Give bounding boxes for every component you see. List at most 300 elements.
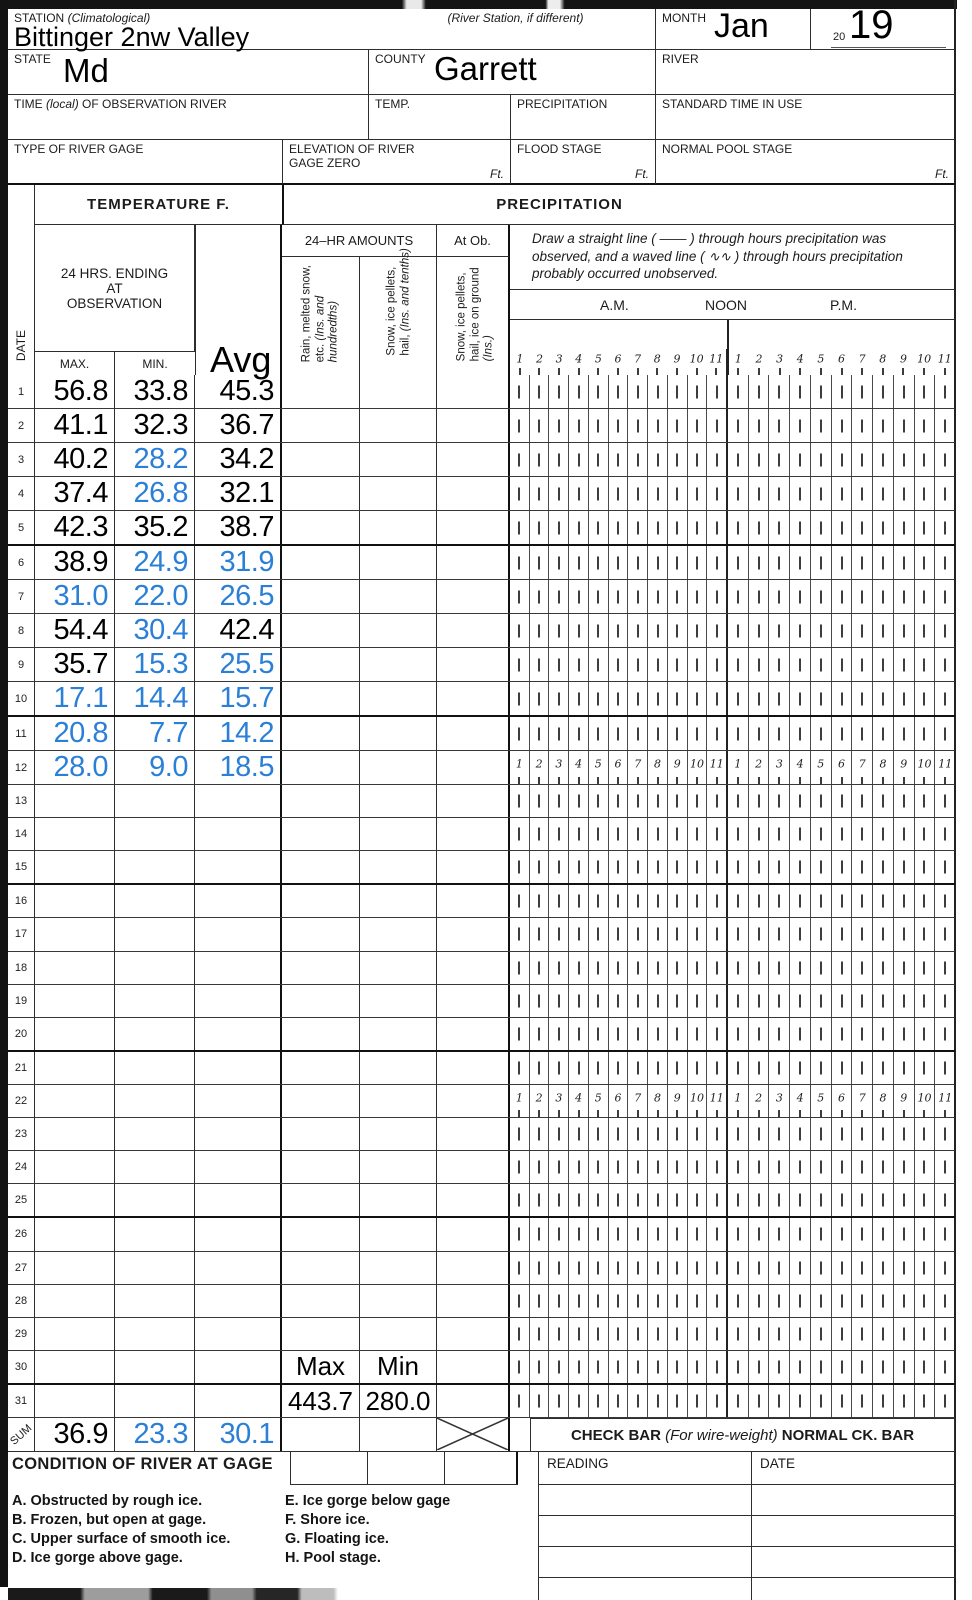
hour-cell[interactable] [935, 477, 955, 510]
min-cell[interactable] [115, 918, 195, 950]
hour-cell[interactable] [790, 477, 811, 510]
max-cell[interactable] [35, 918, 115, 950]
hour-cell[interactable] [628, 477, 648, 510]
hour-cell[interactable] [790, 1151, 811, 1183]
hour-cell[interactable] [688, 1318, 708, 1350]
hour-cell[interactable] [707, 885, 726, 917]
hour-cell[interactable] [609, 580, 629, 613]
hour-cell[interactable] [510, 1318, 530, 1350]
hour-cell[interactable] [569, 682, 589, 715]
hour-cell[interactable] [707, 409, 726, 442]
hour-cell[interactable] [688, 409, 708, 442]
max-cell[interactable] [35, 1085, 115, 1117]
hour-cell[interactable] [707, 1085, 726, 1117]
rain-extra-cell[interactable] [290, 1452, 368, 1484]
hour-cell[interactable] [832, 1018, 853, 1050]
hour-cell[interactable] [790, 682, 811, 715]
hour-cell[interactable] [648, 1218, 668, 1250]
hour-cell[interactable] [873, 1151, 894, 1183]
hour-cell[interactable] [749, 851, 770, 883]
hour-cell[interactable] [728, 477, 749, 510]
hour-cell[interactable] [894, 751, 915, 784]
at-ob-cell[interactable] [437, 1218, 510, 1250]
hour-cell[interactable] [811, 851, 832, 883]
hour-cell[interactable] [935, 1318, 955, 1350]
hour-cell[interactable] [569, 1252, 589, 1284]
hour-cell[interactable] [769, 1285, 790, 1317]
hour-cell[interactable] [707, 1285, 726, 1317]
hour-cell[interactable] [769, 885, 790, 917]
hour-cell[interactable] [790, 511, 811, 544]
avg-cell[interactable] [195, 511, 282, 544]
snow-cell[interactable] [360, 477, 437, 510]
hour-cell[interactable] [915, 1285, 936, 1317]
hour-cell[interactable] [852, 443, 873, 476]
at-ob-cell[interactable] [437, 952, 510, 984]
hour-cell[interactable] [935, 580, 955, 613]
station-field[interactable]: Bittinger 2nw Valley [14, 22, 250, 52]
hour-cell[interactable] [609, 1385, 629, 1417]
min-cell[interactable] [115, 818, 195, 850]
hour-cell[interactable] [894, 477, 915, 510]
hour-cell[interactable] [569, 717, 589, 750]
hour-cell[interactable] [589, 1151, 609, 1183]
snow-cell[interactable] [360, 985, 437, 1017]
hour-cell[interactable] [549, 1351, 569, 1383]
hour-cell[interactable] [769, 1351, 790, 1383]
hour-cell[interactable] [852, 1018, 873, 1050]
hour-cell[interactable] [832, 409, 853, 442]
avg-cell[interactable] [195, 818, 282, 850]
hour-cell[interactable] [589, 682, 609, 715]
hour-cell[interactable] [935, 851, 955, 883]
avg-cell[interactable] [195, 1218, 282, 1250]
hour-cell[interactable] [894, 443, 915, 476]
snow-cell[interactable] [360, 511, 437, 544]
max-cell[interactable] [35, 717, 115, 750]
hour-cell[interactable] [530, 1385, 550, 1417]
hour-cell[interactable] [749, 375, 770, 408]
hour-cell[interactable] [530, 1184, 550, 1216]
hour-cell[interactable] [609, 1184, 629, 1216]
hour-cell[interactable] [811, 751, 832, 784]
hour-cell[interactable] [707, 648, 726, 681]
hour-cell[interactable] [935, 443, 955, 476]
hour-cell[interactable] [530, 1218, 550, 1250]
hour-cell[interactable] [707, 1351, 726, 1383]
hour-cell[interactable] [609, 477, 629, 510]
hour-cell[interactable] [769, 717, 790, 750]
sum-min-cell[interactable] [115, 1418, 195, 1451]
hour-cell[interactable] [707, 1018, 726, 1050]
hour-cell[interactable] [811, 785, 832, 817]
hour-cell[interactable] [832, 1218, 853, 1250]
hour-cell[interactable] [628, 1018, 648, 1050]
hour-cell[interactable] [915, 1118, 936, 1150]
min-cell[interactable] [115, 1151, 195, 1183]
hour-cell[interactable] [811, 1285, 832, 1317]
hour-cell[interactable] [628, 1351, 648, 1383]
hour-cell[interactable] [915, 952, 936, 984]
hour-cell[interactable] [769, 682, 790, 715]
hour-cell[interactable] [915, 751, 936, 784]
hour-cell[interactable] [569, 918, 589, 950]
hour-cell[interactable] [894, 885, 915, 917]
hour-cell[interactable] [628, 1252, 648, 1284]
hour-cell[interactable] [894, 1252, 915, 1284]
at-ob-cell[interactable] [437, 580, 510, 613]
hour-cell[interactable] [510, 580, 530, 613]
hour-cell[interactable] [668, 375, 688, 408]
hour-cell[interactable] [935, 952, 955, 984]
hour-cell[interactable] [707, 1118, 726, 1150]
hour-cell[interactable] [811, 409, 832, 442]
hour-cell[interactable] [667, 349, 687, 375]
max-cell[interactable] [35, 1318, 115, 1350]
hour-cell[interactable] [549, 1018, 569, 1050]
hour-cell[interactable] [609, 1085, 629, 1117]
hour-cell[interactable] [589, 1285, 609, 1317]
hour-cell[interactable] [510, 918, 530, 950]
hour-cell[interactable] [728, 375, 749, 408]
min-cell[interactable] [115, 952, 195, 984]
hour-cell[interactable] [589, 1252, 609, 1284]
hour-cell[interactable] [668, 648, 688, 681]
hour-cell[interactable] [648, 717, 668, 750]
hour-cell[interactable] [688, 1151, 708, 1183]
snow-cell[interactable] [360, 918, 437, 950]
hour-cell[interactable] [706, 349, 726, 375]
hour-cell[interactable] [688, 918, 708, 950]
hour-cell[interactable] [915, 375, 936, 408]
hour-cell[interactable] [749, 349, 770, 375]
hour-cell[interactable] [873, 885, 894, 917]
at-ob-cell[interactable] [437, 477, 510, 510]
rain-cell[interactable]: 443.7 [282, 1385, 360, 1417]
hour-cell[interactable] [832, 885, 853, 917]
hour-cell[interactable] [769, 375, 790, 408]
hour-cell[interactable] [935, 1252, 955, 1284]
snow-cell[interactable] [360, 1318, 437, 1350]
hour-cell[interactable] [628, 409, 648, 442]
min-cell[interactable] [115, 1118, 195, 1150]
hour-cell[interactable] [790, 885, 811, 917]
hour-cell[interactable] [707, 1385, 726, 1417]
hour-cell[interactable] [510, 1385, 530, 1417]
snow-cell[interactable] [360, 952, 437, 984]
hour-cell[interactable] [915, 1252, 936, 1284]
reading-row-4[interactable] [539, 1578, 751, 1600]
hour-cell[interactable] [873, 375, 894, 408]
hour-cell[interactable] [589, 580, 609, 613]
hour-cell[interactable] [707, 682, 726, 715]
hour-cell[interactable] [769, 1385, 790, 1417]
hour-cell[interactable] [811, 443, 832, 476]
max-cell[interactable] [35, 443, 115, 476]
hour-cell[interactable] [873, 952, 894, 984]
hour-cell[interactable] [790, 751, 811, 784]
hour-cell[interactable] [832, 648, 853, 681]
hour-cell[interactable] [728, 985, 749, 1017]
hour-cell[interactable] [811, 349, 832, 375]
snow-cell[interactable] [360, 1184, 437, 1216]
hour-cell[interactable] [549, 985, 569, 1017]
hour-cell[interactable] [648, 511, 668, 544]
hour-cell[interactable] [609, 1285, 629, 1317]
hour-cell[interactable] [832, 580, 853, 613]
rain-cell[interactable] [282, 409, 360, 442]
hour-cell[interactable] [609, 1318, 629, 1350]
at-ob-cell[interactable] [437, 1052, 510, 1084]
hour-cell[interactable] [530, 785, 550, 817]
at-ob-cell[interactable] [437, 1252, 510, 1284]
avg-column-header[interactable] [195, 225, 282, 380]
hour-cell[interactable] [589, 1118, 609, 1150]
hour-cell[interactable] [510, 885, 530, 917]
hour-cell[interactable] [749, 717, 770, 750]
hour-cell[interactable] [589, 409, 609, 442]
hour-cell[interactable] [811, 1018, 832, 1050]
hour-cell[interactable] [935, 511, 955, 544]
snow-cell[interactable] [360, 648, 437, 681]
hour-cell[interactable] [569, 648, 589, 681]
hour-cell[interactable] [707, 1151, 726, 1183]
hour-cell[interactable] [873, 851, 894, 883]
hour-cell[interactable] [510, 952, 530, 984]
hour-cell[interactable] [668, 1184, 688, 1216]
avg-cell[interactable] [195, 443, 282, 476]
hour-cell[interactable] [915, 918, 936, 950]
hour-cell[interactable] [728, 1151, 749, 1183]
rain-cell[interactable] [282, 918, 360, 950]
hour-cell[interactable] [935, 1085, 955, 1117]
hour-cell[interactable] [873, 1052, 894, 1084]
hour-cell[interactable] [549, 1052, 569, 1084]
hour-cell[interactable] [790, 1018, 811, 1050]
hour-cell[interactable] [852, 511, 873, 544]
hour-cell[interactable] [589, 546, 609, 579]
hour-cell[interactable] [852, 818, 873, 850]
hour-cell[interactable] [688, 682, 708, 715]
hour-cell[interactable] [894, 580, 915, 613]
hour-cell[interactable] [811, 1151, 832, 1183]
hour-cell[interactable] [628, 751, 648, 784]
max-cell[interactable] [35, 1385, 115, 1417]
hour-cell[interactable] [530, 648, 550, 681]
min-cell[interactable] [115, 1385, 195, 1417]
hour-cell[interactable] [749, 952, 770, 984]
reading-row-3[interactable] [539, 1547, 751, 1578]
at-ob-cell[interactable] [437, 1018, 510, 1050]
hour-cell[interactable] [728, 1118, 749, 1150]
hour-cell[interactable] [569, 580, 589, 613]
hour-cell[interactable] [811, 682, 832, 715]
sum-max-cell[interactable] [35, 1418, 115, 1451]
hour-cell[interactable] [549, 580, 569, 613]
hour-cell[interactable] [873, 1252, 894, 1284]
hour-cell[interactable] [668, 477, 688, 510]
rain-cell[interactable] [282, 1018, 360, 1050]
hour-cell[interactable] [688, 1184, 708, 1216]
hour-cell[interactable] [648, 1252, 668, 1284]
sum-snow-cell[interactable] [360, 1418, 437, 1451]
hour-cell[interactable] [688, 751, 708, 784]
hour-cell[interactable] [769, 1018, 790, 1050]
hour-cell[interactable] [811, 546, 832, 579]
hour-cell[interactable] [749, 885, 770, 917]
hour-cell[interactable] [811, 614, 832, 647]
hour-cell[interactable] [608, 349, 628, 375]
hour-cell[interactable] [894, 511, 915, 544]
hour-cell[interactable] [852, 885, 873, 917]
min-cell[interactable] [115, 1052, 195, 1084]
hour-cell[interactable] [589, 1052, 609, 1084]
hour-cell[interactable] [769, 511, 790, 544]
precipitation-box[interactable] [510, 95, 655, 140]
at-ob-cell[interactable] [437, 546, 510, 579]
at-ob-cell[interactable] [437, 648, 510, 681]
hour-cell[interactable] [749, 918, 770, 950]
county-field[interactable]: Garrett [434, 50, 537, 87]
hour-cell[interactable] [648, 952, 668, 984]
pool-stage-box[interactable] [655, 140, 955, 185]
min-cell[interactable] [115, 1318, 195, 1350]
elevation-box[interactable] [282, 140, 510, 185]
rain-cell[interactable] [282, 1218, 360, 1250]
hour-cell[interactable] [609, 1018, 629, 1050]
avg-cell[interactable] [195, 952, 282, 984]
hour-cell[interactable] [707, 818, 726, 850]
rain-cell[interactable] [282, 985, 360, 1017]
min-cell[interactable] [115, 614, 195, 647]
avg-cell[interactable] [195, 1151, 282, 1183]
hour-cell[interactable] [728, 717, 749, 750]
hour-cell[interactable] [790, 1285, 811, 1317]
hour-cell[interactable] [707, 477, 726, 510]
hour-cell[interactable] [749, 1385, 770, 1417]
hour-cell[interactable] [935, 1052, 955, 1084]
max-cell[interactable] [35, 546, 115, 579]
hour-cell[interactable] [648, 1318, 668, 1350]
hour-cell[interactable] [873, 918, 894, 950]
hour-cell[interactable] [832, 546, 853, 579]
hour-cell[interactable] [589, 1085, 609, 1117]
hour-cell[interactable] [648, 1085, 668, 1117]
hour-cell[interactable] [628, 375, 648, 408]
hour-cell[interactable] [688, 375, 708, 408]
hour-cell[interactable] [769, 818, 790, 850]
hour-cell[interactable] [530, 818, 550, 850]
hour-cell[interactable] [668, 952, 688, 984]
hour-cell[interactable] [510, 546, 530, 579]
hour-cell[interactable] [749, 648, 770, 681]
hour-cell[interactable] [569, 477, 589, 510]
date-row-3[interactable] [751, 1547, 956, 1578]
min-cell[interactable] [115, 477, 195, 510]
hour-cell[interactable] [811, 717, 832, 750]
hour-cell[interactable] [832, 1085, 853, 1117]
rain-cell[interactable] [282, 717, 360, 750]
hour-cell[interactable] [790, 985, 811, 1017]
hour-cell[interactable] [648, 1184, 668, 1216]
hour-cell[interactable] [894, 682, 915, 715]
hour-cell[interactable] [707, 375, 726, 408]
hour-cell[interactable] [609, 717, 629, 750]
hour-cell[interactable] [749, 1085, 770, 1117]
hour-cell[interactable] [510, 1118, 530, 1150]
hour-cell[interactable] [873, 717, 894, 750]
hour-cell[interactable] [873, 443, 894, 476]
temp-box[interactable] [368, 95, 510, 140]
hour-cell[interactable] [549, 477, 569, 510]
hour-cell[interactable] [749, 682, 770, 715]
avg-cell[interactable] [195, 1385, 282, 1417]
hour-cell[interactable] [852, 918, 873, 950]
hour-cell[interactable] [707, 751, 726, 784]
hour-cell[interactable] [609, 546, 629, 579]
snow-cell[interactable] [360, 717, 437, 750]
hour-cell[interactable] [790, 375, 811, 408]
hour-cell[interactable] [688, 818, 708, 850]
hour-cell[interactable] [569, 546, 589, 579]
hour-cell[interactable] [749, 985, 770, 1017]
hour-cell[interactable] [609, 785, 629, 817]
avg-cell[interactable] [195, 1118, 282, 1150]
hour-cell[interactable] [569, 818, 589, 850]
snow-cell[interactable] [360, 751, 437, 784]
hour-cell[interactable] [832, 511, 853, 544]
hour-cell[interactable] [811, 1052, 832, 1084]
hour-cell[interactable] [749, 1252, 770, 1284]
hour-cell[interactable] [769, 1184, 790, 1216]
hour-cell[interactable] [832, 717, 853, 750]
hour-cell[interactable] [530, 443, 550, 476]
hour-cell[interactable] [873, 648, 894, 681]
hour-cell[interactable] [728, 751, 749, 784]
hour-cell[interactable] [749, 443, 770, 476]
hour-cell[interactable] [707, 717, 726, 750]
hour-cell[interactable] [510, 1351, 530, 1383]
hour-cell[interactable] [549, 717, 569, 750]
max-cell[interactable] [35, 375, 115, 408]
hour-cell[interactable] [589, 885, 609, 917]
at-ob-cell[interactable] [437, 614, 510, 647]
hour-cell[interactable] [609, 1151, 629, 1183]
hour-cell[interactable] [589, 952, 609, 984]
hour-cell[interactable] [915, 885, 936, 917]
hour-cell[interactable] [832, 985, 853, 1017]
hour-cell[interactable] [609, 443, 629, 476]
hour-cell[interactable] [510, 1018, 530, 1050]
hour-cell[interactable] [728, 648, 749, 681]
hour-cell[interactable] [707, 1218, 726, 1250]
hour-cell[interactable] [894, 1218, 915, 1250]
hour-cell[interactable] [589, 511, 609, 544]
hour-cell[interactable] [510, 1184, 530, 1216]
hour-cell[interactable] [728, 580, 749, 613]
snow-cell[interactable] [360, 851, 437, 883]
hour-cell[interactable] [530, 851, 550, 883]
hour-cell[interactable] [569, 985, 589, 1017]
hour-cell[interactable] [688, 477, 708, 510]
hour-cell[interactable] [549, 885, 569, 917]
hour-cell[interactable] [569, 1052, 589, 1084]
snow-cell[interactable] [360, 443, 437, 476]
hour-cell[interactable] [915, 1218, 936, 1250]
hour-cell[interactable] [769, 785, 790, 817]
hour-cell[interactable] [832, 375, 853, 408]
hour-cell[interactable] [628, 546, 648, 579]
